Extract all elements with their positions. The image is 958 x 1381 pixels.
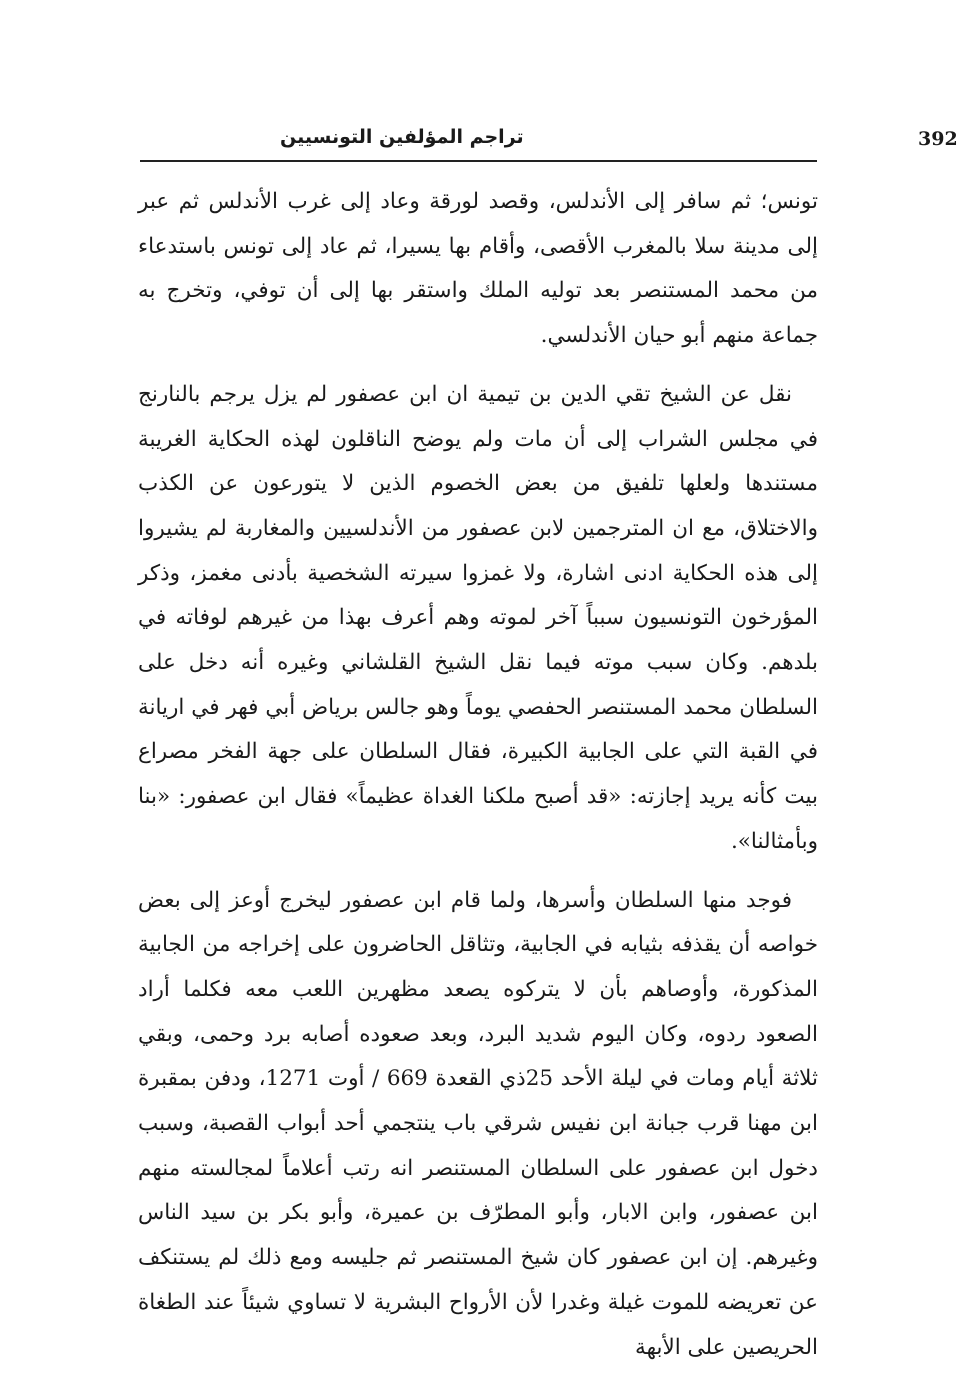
running-header [140,124,958,162]
page-number: 392 [918,128,958,150]
paragraph-1: تونس؛ ثم سافر إلى الأندلس، وقصد لورقة وعاد إلى غرب الأندلس ثم عبر إلى مدينة سلا بالمغرب الأقصى، وأقام بها يسيرا، ثم عاد إلى تونس باستدعاء من محمد المستنصر بعد توليه الملك واستقر بها إلى أن توفي، وتخرج به جماعة منهم أبو حيان الأندلسي. [138,189,818,349]
paragraph-2: نقل عن الشيخ تقي الدين بن تيمية ان ابن عصفور لم يزل يرجم بالنارنج في مجلس الشراب إلى أن مات ولم يوضح الناقلون لهذه الحكاية الغريبة مستندها ولعلها تلفيق من بعض الخصوم الذين لا يتورعون عن الكذب والاختلاق، مع ان المترجمين لابن عصفور من الأندلسيين والمغاربة لم يشيروا إلى هذه الحكاية ادنى اشارة، ولا غمزوا سيرته الشخصية بأدنى مغمز، وذكر المؤرخون التونسيون سبباً آخر لموته وهم أعرف بهذا من غيرهم لوفاته في بلدهم. وكان سبب موته فيما نقل الشيخ القلشاني وغيره أنه دخل على السلطان محمد المستنصر الحفصي يوماً وهو جالس برياض أبي فهر في اريانة في القبة التي على الجابية الكبيرة، فقال السلطان على جهة الفخر مصراع بيت كأنه يريد إجازته: «قد أصبح ملكنا الغداة عظيماً» فقال ابن عصفور: «بنا وبأمثالنا». [138,381,818,854]
body-text [138,180,818,1370]
running-title: تراجم المؤلفين التونسيين [280,126,524,148]
paragraph-3: فوجد منها السلطان وأسرها، ولما قام ابن عصفور ليخرج أوعز إلى بعض خواصه أن يقذفه بثيابه في الجابية، وتثاقل الحاضرون على إخراجه من الجابية المذكورة، وأوصاهم بأن لا يتركوه يصعد مظهرين اللعب معه فكلما أراد الصعود ردوه، وكان اليوم شديد البرد، وبعد صعوده أصابه برد وحمى، وبقي ثلاثة أيام ومات في ليلة الأحد 25ذي القعدة 669 / أوت 1271، ودفن بمقبرة ابن مهنا قرب جبانة ابن نفيس شرقي باب ينتجمي أحد أبواب القصبة، وسبب دخول ابن عصفور على السلطان المستنصر انه رتب أعلاماً لمجالسته منهم ابن عصفور، وابن الابار، وأبو المطرّف بن عميرة، وأبو بكر بن سيد الناس وغيرهم. إن ابن عصفور كان شيخ المستنصر ثم جليسه ومع ذلك لم يستنكف عن تعريضه للموت غيلة وغدرا لأن الأرواح البشرية لا تساوي شيئاً عند الطغاة الحريصين على الأبهة [138,887,818,1360]
